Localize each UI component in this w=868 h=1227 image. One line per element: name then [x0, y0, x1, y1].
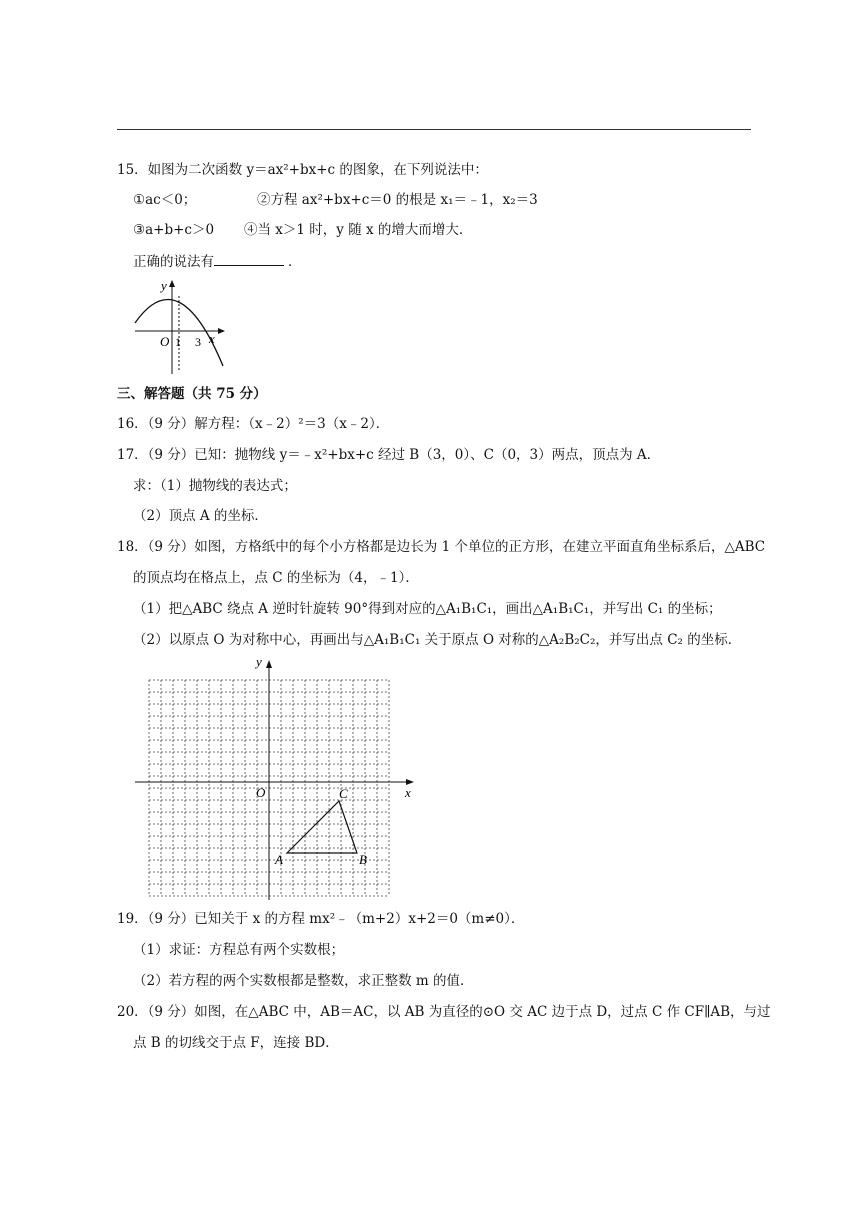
q17-part-2: （2）顶点 A 的坐标．	[133, 508, 268, 524]
q18-stem-line-1: 18．（9 分）如图，方格纸中的每个小方格都是边长为 1 个单位的正方形，在建立平面直角坐标系后，△ABC	[117, 539, 766, 555]
parabola-graph	[130, 276, 230, 376]
header-rule	[117, 129, 751, 130]
grid-origin-label: O	[256, 785, 266, 800]
q15-graph-tick-1: 1	[175, 335, 181, 349]
q19-stem: 19．（9 分）已知关于 x 的方程 mx²﹣（m+2）x+2＝0（m≠0）．	[117, 911, 525, 927]
section-title: 三、解答题（共 75 分）	[117, 386, 267, 402]
q20-stem-line-2: 点 B 的切线交于点 F，连接 BD．	[133, 1035, 339, 1051]
q15-graph-y-label: y	[161, 278, 167, 293]
q18-part-1: （1）把△ABC 绕点 A 逆时针旋转 90°得到对应的△A₁B₁C₁，画出△A₁B₁C₁，并写出 C₁ 的坐标；	[133, 601, 722, 617]
grid-y-label: y	[256, 654, 262, 669]
q19-part-2: （2）若方程的两个实数根都是整数，求正整数 m 的值．	[133, 973, 474, 989]
q16-text: 16．（9 分）解方程：（x﹣2）²＝3（x﹣2）．	[117, 416, 390, 432]
q15-answer-prompt: 正确的说法有	[133, 254, 214, 270]
answer-blank[interactable]	[214, 252, 284, 266]
q17-part-1: 求：（1）抛物线的表达式；	[133, 478, 297, 494]
q15-option-1: ①ac＜0；	[133, 192, 197, 208]
q15-graph-x-label: x	[209, 331, 215, 346]
point-b-label: B	[359, 852, 367, 867]
point-c-label: C	[339, 786, 348, 801]
q15-graph-tick-3: 3	[195, 335, 201, 349]
point-a-label: A	[275, 852, 283, 867]
q15-stem: 15．如图为二次函数 y＝ax²+bx+c 的图象，在下列说法中：	[117, 162, 488, 178]
triangle-abc	[287, 801, 357, 853]
coordinate-grid-figure	[130, 652, 430, 902]
q19-part-1: （1）求证：方程总有两个实数根；	[133, 942, 345, 958]
q15-option-4: ④当 x＞1 时，y 随 x 的增大而增大．	[244, 222, 473, 238]
q18-stem-line-2: 的顶点均在格点上，点 C 的坐标为（4，﹣1）．	[133, 570, 419, 586]
q20-stem-line-1: 20．（9 分）如图，在△ABC 中，AB＝AC，以 AB 为直径的⊙O 交 AC 边于点 D，过点 C 作 CF∥AB，与过	[117, 1004, 771, 1020]
q15-graph-origin: O	[160, 334, 170, 349]
q15-option-3: ③a+b+c＞0	[133, 222, 215, 238]
q15-answer-end: ．	[288, 254, 302, 270]
q17-stem: 17．（9 分）已知：抛物线 y＝﹣x²+bx+c 经过 B（3，0）、C（0，3）两点，顶点为 A．	[117, 447, 661, 463]
q15-option-2: ②方程 ax²+bx+c＝0 的根是 x₁＝﹣1，x₂＝3	[257, 192, 538, 208]
q15-answer-line	[133, 252, 302, 271]
grid-x-label: x	[405, 785, 411, 800]
q18-part-2: （2）以原点 O 为对称中心，再画出与△A₁B₁C₁ 关于原点 O 对称的△A₂B₂C₂，并写出点 C₂ 的坐标．	[133, 632, 742, 648]
